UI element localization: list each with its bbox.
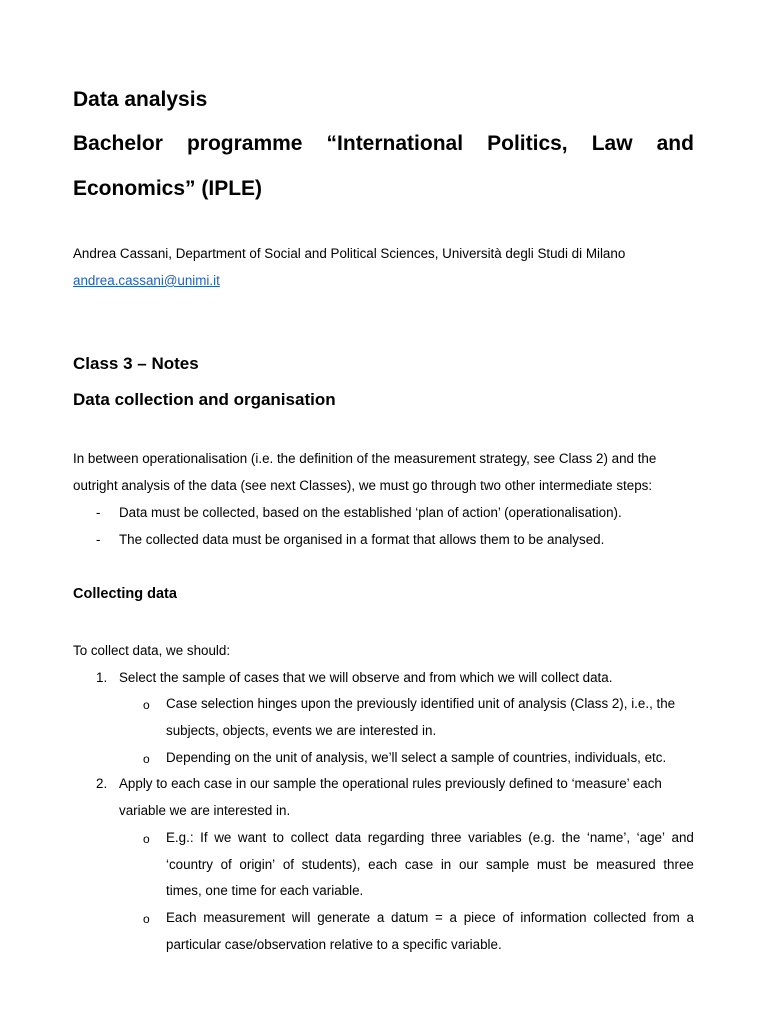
- list-item: Data must be collected, based on the established ‘plan of action’ (operationalisation).: [119, 505, 622, 520]
- word: a: [686, 910, 694, 925]
- word: our: [458, 857, 479, 872]
- word: the: [561, 830, 581, 845]
- intro-paragraph-line: outright analysis of the data (see next Classes), we must go through two other intermediate steps:: [73, 478, 653, 493]
- list-item: The collected data must be organised in a format that allows them to be analysed.: [119, 532, 605, 547]
- word: a: [449, 910, 457, 925]
- list-item-continuation: variable we are interested in.: [119, 803, 291, 818]
- word: information: [520, 910, 587, 925]
- bullet-circle-icon: o: [143, 832, 150, 846]
- sub-list-item-continuation: [166, 857, 694, 872]
- word: will: [291, 910, 311, 925]
- author-email-link[interactable]: andrea.cassani@unimi.it: [73, 273, 220, 288]
- list-number: 1.: [96, 670, 108, 685]
- word: datum: [391, 910, 429, 925]
- section-heading: Data collection and organisation: [73, 390, 336, 409]
- sub-list-item-continuation: subjects, objects, events we are interested in.: [166, 723, 437, 738]
- word: E.g.:: [166, 830, 194, 845]
- word: data: [335, 830, 362, 845]
- word: be: [573, 857, 589, 872]
- word: Politics,: [487, 132, 568, 155]
- word: of: [282, 857, 294, 872]
- word: (e.g.: [528, 830, 556, 845]
- dash-marker: -: [96, 505, 101, 520]
- intro-paragraph-line: In between operationalisation (i.e. the definition of the measurement strategy, see Class 2) and the: [73, 451, 657, 466]
- word: and: [656, 132, 694, 155]
- word: ‘name’,: [586, 830, 631, 845]
- word: case: [404, 857, 434, 872]
- sub-list-item-continuation: times, one time for each variable.: [166, 883, 364, 898]
- word: measured: [596, 857, 656, 872]
- word: generate: [317, 910, 371, 925]
- word: we: [214, 830, 232, 845]
- document-title: Data analysis: [73, 88, 208, 111]
- word: three: [663, 857, 694, 872]
- sub-list-item-continuation: particular case/observation relative to a specific variable.: [166, 937, 502, 952]
- word: collect: [290, 830, 329, 845]
- word: If: [200, 830, 208, 845]
- author-affiliation: Andrea Cassani, Department of Social and Political Sciences, Università degli Studi di Milano: [73, 246, 626, 261]
- word: must: [536, 857, 566, 872]
- dash-marker: -: [96, 532, 101, 547]
- bullet-circle-icon: o: [143, 912, 150, 926]
- list-item: Apply to each case in our sample the operational rules previously defined to ‘measure’ each: [119, 776, 662, 791]
- word: collected: [593, 910, 647, 925]
- word: Each: [166, 910, 197, 925]
- word: measurement: [203, 910, 286, 925]
- word: ‘country: [166, 857, 213, 872]
- list-item: Select the sample of cases that we will observe and from which we will collect data.: [119, 670, 613, 685]
- word: from: [652, 910, 680, 925]
- document-subtitle-line: Economics” (IPLE): [73, 177, 263, 200]
- word: a: [376, 910, 385, 925]
- word: students),: [301, 857, 361, 872]
- document-subtitle-line: [73, 132, 694, 156]
- word: sample: [485, 857, 530, 872]
- bullet-circle-icon: o: [143, 752, 150, 766]
- sub-list-item: [166, 830, 694, 845]
- word: regarding: [367, 830, 425, 845]
- word: ‘age’: [636, 830, 665, 845]
- word: three: [430, 830, 462, 845]
- word: and: [671, 830, 694, 845]
- word: each: [368, 857, 398, 872]
- word: “International: [326, 132, 464, 155]
- sub-list-item: Case selection hinges upon the previously identified unit of analysis (Class 2), i.e., the: [166, 696, 676, 711]
- word: variables: [468, 830, 522, 845]
- collecting-heading: Collecting data: [73, 586, 177, 602]
- word: want: [237, 830, 267, 845]
- bullet-circle-icon: o: [143, 698, 150, 712]
- class-heading: Class 3 – Notes: [73, 354, 199, 373]
- word: piece: [463, 910, 496, 925]
- word: =: [434, 910, 443, 925]
- word: Bachelor: [73, 132, 163, 155]
- word: of: [220, 857, 232, 872]
- sub-list-item: Depending on the unit of analysis, we’ll select a sample of countries, individuals, etc.: [166, 750, 667, 765]
- word: of: [502, 910, 514, 925]
- collect-intro: To collect data, we should:: [73, 643, 231, 658]
- list-number: 2.: [96, 776, 108, 791]
- word: Law: [591, 132, 633, 155]
- word: programme: [186, 132, 303, 155]
- sub-list-item: [166, 910, 694, 925]
- word: to: [272, 830, 284, 845]
- word: in: [440, 857, 452, 872]
- word: origin’: [239, 857, 276, 872]
